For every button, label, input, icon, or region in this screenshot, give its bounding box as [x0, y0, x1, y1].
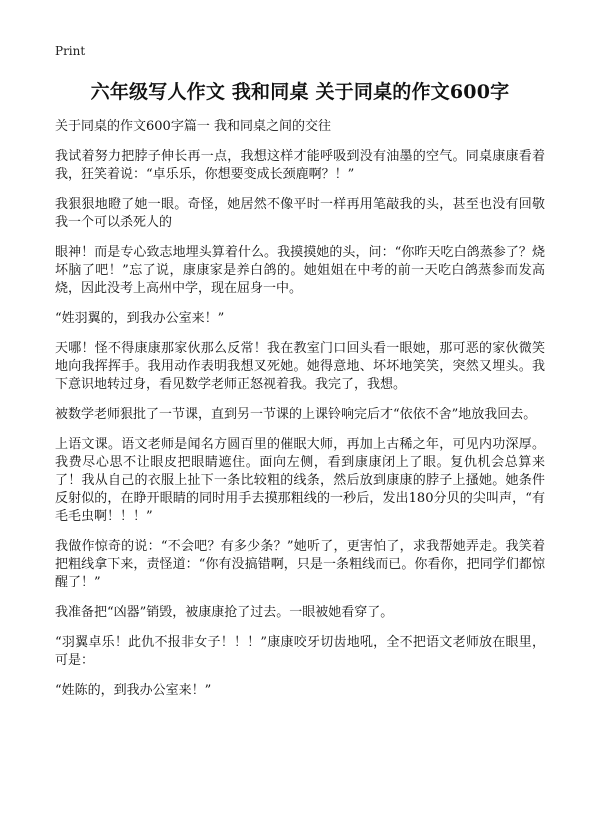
article-subtitle: 关于同桌的作文600字篇一 我和同桌之间的交往	[55, 119, 331, 134]
paragraph-9: 我准备把“凶器”销毁，被康康抢了过去。一眼被她看穿了。	[55, 605, 394, 620]
paragraph-8: 我做作惊奇的说：“不会吧？有多少条？”她听了，更害怕了，求我帮她弄走。我笑着把粗线拿下来，责怪道：“你有没搞错啊，只是一条粗线而已。你看你，把同学们都惊醒了！”	[55, 539, 545, 590]
paragraph-10: “羽翼卓乐！此仇不报非女子！！！”康康咬牙切齿地吼，全不把语文老师放在眼里，可是：	[55, 635, 545, 668]
paragraph-2: 我狠狠地瞪了她一眼。奇怪，她居然不像平时一样再用笔敲我的头，甚至也没有回敬我一个可以杀死人的	[55, 197, 545, 230]
paragraph-5: 天哪！怪不得康康那家伙那么反常！我在教室门口回头看一眼她，那可恶的家伙微笑地向我挥挥手。我用动作表明我想叉死她。她得意地、坏坏地笑笑，突然又埋头。我下意识地转过身，看见数学老师正怒视着我。我完了，我想。	[55, 341, 545, 392]
paragraph-7: 上语文课。语文老师是闻名方圆百里的催眠大师，再加上古稀之年，可见内功深厚。我费尽心思不让眼皮把眼睛遮住。面向左侧，看到康康闭上了眼。复仇机会总算来了！我从自己的衣服上扯下一条比较粗的线条，然后放到康康的脖子上搔她。她条件反射似的，在睁开眼睛的同时用手去摸那粗线的一秒后，发出180分贝的尖叫声，“有毛毛虫啊！！！”	[55, 437, 545, 524]
paragraph-3: 眼神！而是专心致志地埋头算着什么。我摸摸她的头，问：“你昨天吃白鸽蒸参了？烧坏脑了吧！”忘了说，康康家是养白鸽的。她姐姐在中考的前一天吃白鸽蒸参而发高烧，因此没考上高州中学，现在屈身一中。	[55, 245, 545, 296]
paragraph-1: 我试着努力把脖子伸长再一点，我想这样才能呼吸到没有油墨的空气。同桌康康看着我，狂笑着说：“卓乐乐，你想要变成长颈鹿啊？！”	[55, 149, 545, 182]
article-title: 六年级写人作文 我和同桌 关于同桌的作文600字	[90, 81, 510, 103]
paragraph-11: “姓陈的，到我办公室来！”	[55, 683, 212, 698]
paragraph-6: 被数学老师狠批了一节课，直到另一节课的上课铃响完后才“依依不舍”地放我回去。	[55, 407, 537, 422]
paragraph-4: “姓羽翼的，到我办公室来！”	[55, 311, 225, 326]
print-label[interactable]: Print	[55, 44, 86, 58]
